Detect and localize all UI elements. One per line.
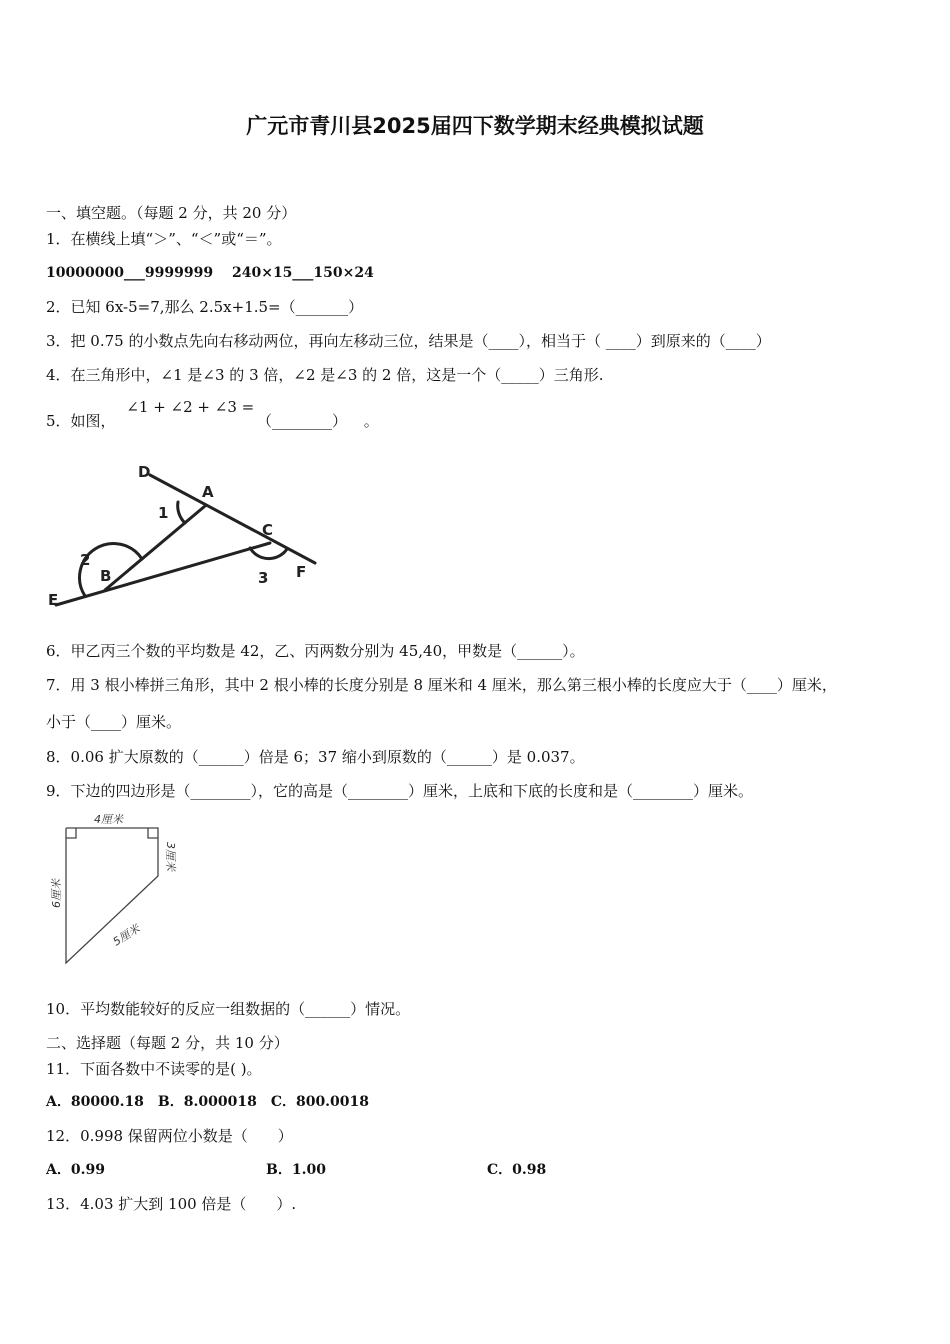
question-11: 11．下面各数中不读零的是( )。 xyxy=(46,1060,262,1078)
question-12-option-b: B．1.00 xyxy=(266,1162,326,1178)
quad-right-label: 3厘米 xyxy=(164,842,177,871)
question-8: 8．0.06 扩大原数的（______）倍是 6；37 缩小到原数的（______）是 0.037。 xyxy=(46,748,585,766)
section-1-heading: 一、填空题。（每题 2 分，共 20 分） xyxy=(46,204,297,222)
label-D: D xyxy=(138,463,151,481)
label-B: B xyxy=(100,567,112,585)
label-1: 1 xyxy=(158,504,169,522)
question-9: 9．下边的四边形是（________），它的高是（________）厘米，上底和下底的长度和是（________）厘米。 xyxy=(46,782,754,800)
page-title: 广元市青川县2025届四下数学期末经典模拟试题 xyxy=(246,114,704,138)
label-3: 3 xyxy=(258,569,269,587)
question-5-expression: ∠1 + ∠2 + ∠3 = xyxy=(126,398,255,416)
question-7-line-1: 7．用 3 根小棒拼三角形，其中 2 根小棒的长度分别是 8 厘米和 4 厘米，那么第三根小棒的长度应大于（____）厘米， xyxy=(46,676,837,694)
quad-top-label: 4厘米 xyxy=(94,813,123,826)
question-6: 6．甲乙丙三个数的平均数是 42，乙、丙两数分别为 45,40，甲数是（______）。 xyxy=(46,642,585,660)
question-1-items: 10000000___9999999 240×15___150×24 xyxy=(46,265,374,281)
question-4: 4．在三角形中，∠1 是∠3 的 3 倍，∠2 是∠3 的 2 倍，这是一个（_____）三角形. xyxy=(46,366,604,384)
question-2: 2．已知 6x-5=7,那么 2.5x+1.5=（_______） xyxy=(46,298,364,316)
question-12-option-c: C．0.98 xyxy=(487,1162,547,1178)
label-A: A xyxy=(202,483,214,501)
quad-slant-label: 5厘米 xyxy=(110,922,143,949)
question-5-blank: （________） xyxy=(257,412,348,430)
angle-figure xyxy=(40,455,330,620)
label-2: 2 xyxy=(80,551,91,569)
quad-left-label: 6厘米 xyxy=(50,879,63,908)
question-13: 13．4.03 扩大到 100 倍是（ ）. xyxy=(46,1195,297,1213)
question-12-option-a: A．0.99 xyxy=(46,1162,105,1178)
question-5-prefix: 5．如图， xyxy=(46,412,116,430)
quadrilateral-figure xyxy=(40,808,200,973)
section-2-heading: 二、选择题（每题 2 分，共 10 分） xyxy=(46,1034,289,1052)
label-F: F xyxy=(296,563,307,581)
label-C: C xyxy=(262,521,274,539)
question-12: 12．0.998 保留两位小数是（ ） xyxy=(46,1127,293,1145)
question-5 xyxy=(46,398,379,431)
label-E: E xyxy=(48,591,59,609)
question-11-options: A．80000.18 B．8.000018 C．800.0018 xyxy=(46,1094,370,1110)
question-7-line-2: 小于（____）厘米。 xyxy=(46,713,182,731)
question-5-suffix: 。 xyxy=(363,412,379,430)
question-10: 10．平均数能较好的反应一组数据的（______）情况。 xyxy=(46,1000,411,1018)
question-1: 1．在横线上填“＞”、“＜”或“＝”。 xyxy=(46,230,282,248)
question-3: 3．把 0.75 的小数点先向右移动两位，再向左移动三位，结果是（____），相当于（ ____）到原来的（____） xyxy=(46,332,771,350)
